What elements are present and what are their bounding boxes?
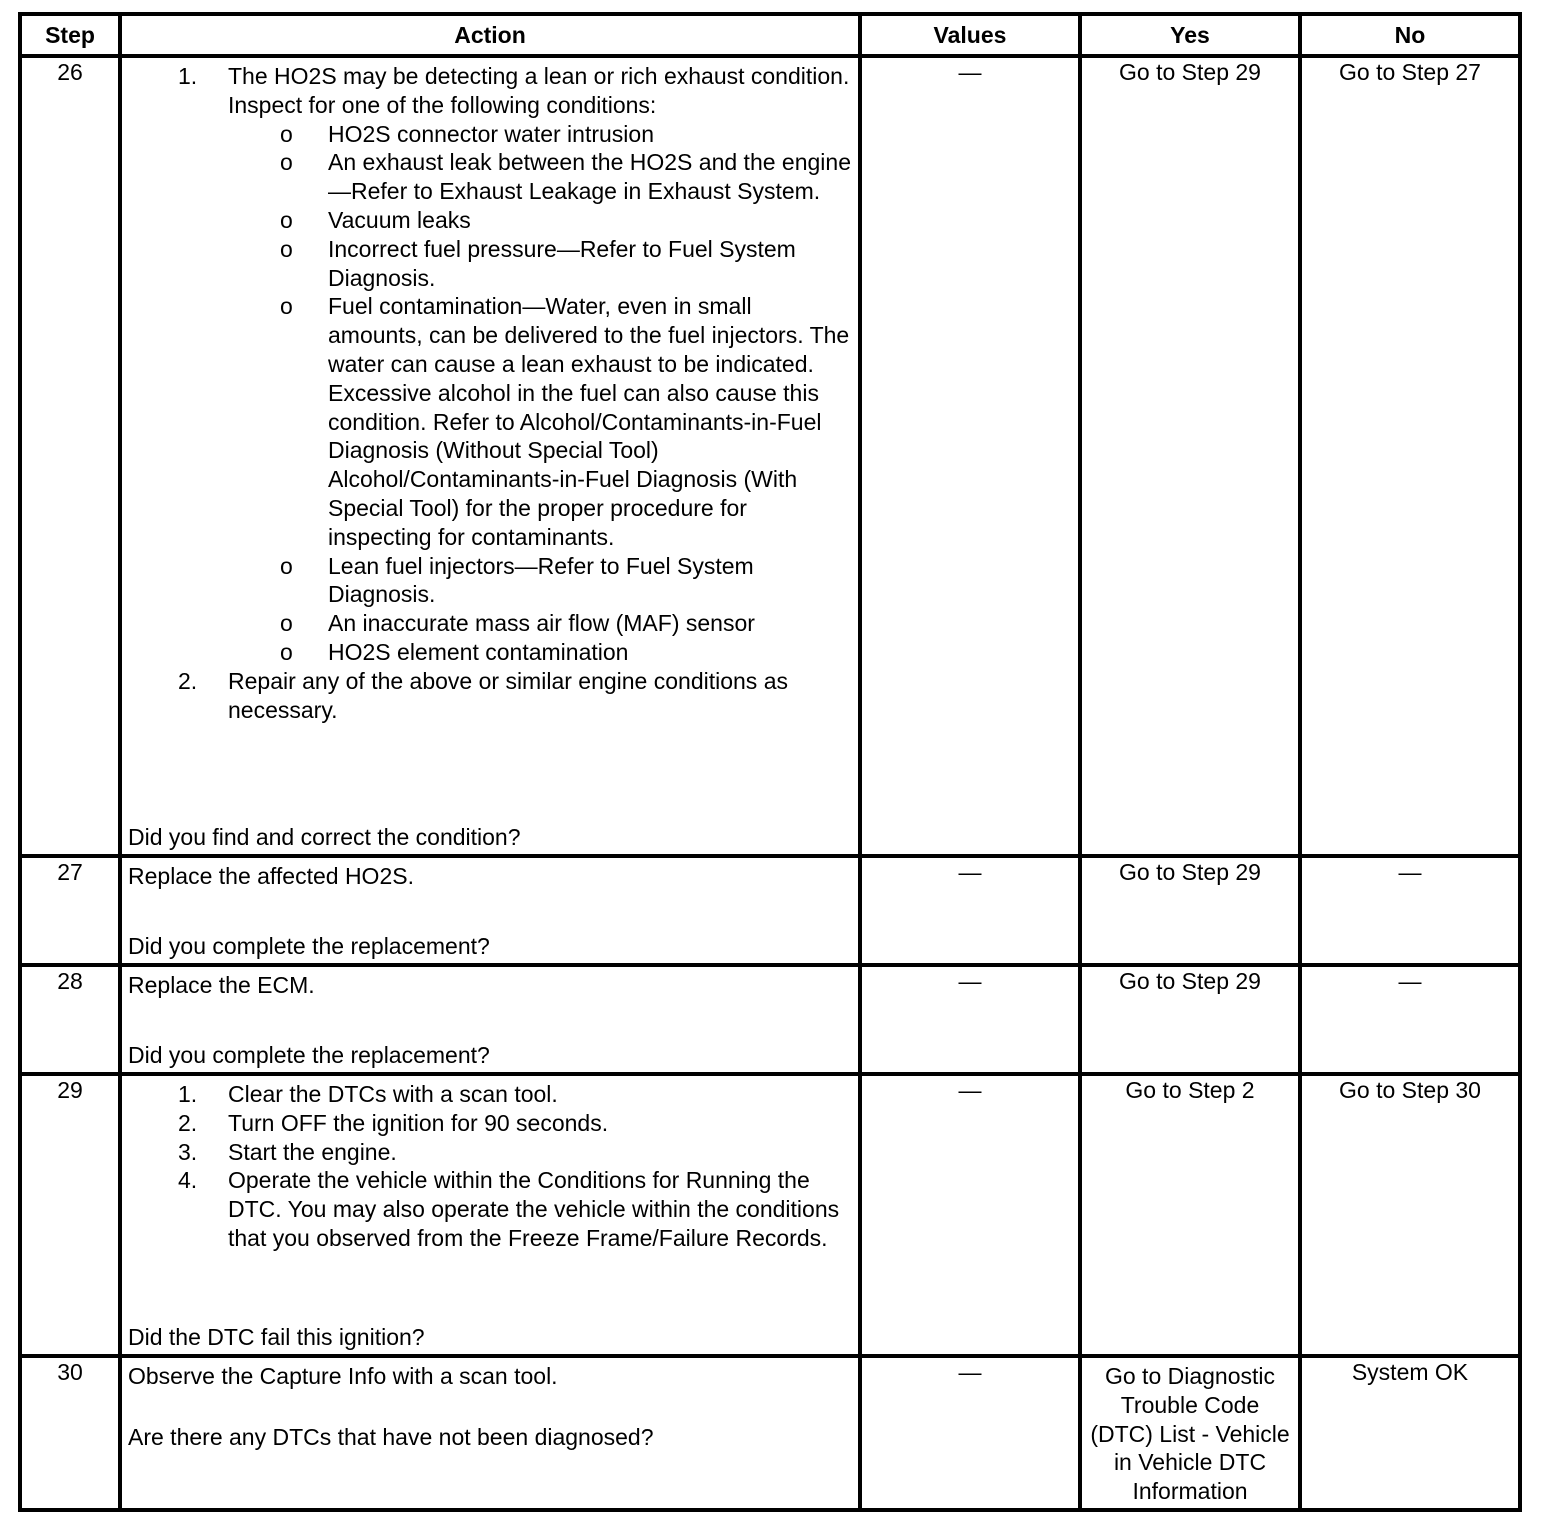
yes-cell: Go to Step 2	[1080, 1074, 1300, 1356]
no-cell: —	[1300, 856, 1520, 965]
step-index: 1.	[178, 1081, 198, 1107]
table-row	[20, 56, 1520, 856]
condition-text: Incorrect fuel pressure—Refer to Fuel System Diagnosis.	[328, 235, 796, 291]
condition-item	[228, 148, 852, 206]
values-cell: —	[860, 965, 1080, 1074]
action-text: Replace the affected HO2S.	[128, 863, 414, 889]
step-index: 4.	[178, 1167, 198, 1194]
action-cell	[120, 965, 860, 1074]
action-cell	[120, 1356, 860, 1510]
header-step: Step	[20, 14, 120, 56]
condition-item	[228, 638, 852, 667]
step-text: Repair any of the above or similar engine conditions as necessary.	[228, 667, 788, 723]
bullet-icon: o	[280, 552, 293, 579]
action-question: Did you complete the replacement?	[128, 933, 490, 960]
step-number: 30	[20, 1356, 120, 1510]
table-row	[20, 856, 1520, 965]
values-cell: —	[860, 1074, 1080, 1356]
action-step	[128, 62, 852, 667]
step-number: 28	[20, 965, 120, 1074]
step-text: The HO2S may be detecting a lean or rich exhaust condition. Inspect for one of the following conditions:	[228, 63, 850, 118]
values-cell: —	[860, 856, 1080, 965]
action-question: Did you find and correct the condition?	[128, 824, 521, 851]
condition-item	[228, 235, 852, 293]
step-index: 2.	[178, 667, 198, 694]
action-steps	[128, 62, 852, 724]
action-step	[128, 1138, 852, 1167]
action-text: Replace the ECM.	[128, 972, 315, 998]
action-step	[128, 667, 852, 725]
values-cell: —	[860, 1356, 1080, 1510]
diagnostic-table	[18, 12, 1522, 1512]
header-values: Values	[860, 14, 1080, 56]
action-question: Did the DTC fail this ignition?	[128, 1324, 425, 1351]
action-content	[122, 58, 858, 752]
action-question: Are there any DTCs that have not been diagnosed?	[128, 1423, 654, 1450]
step-text: Start the engine.	[228, 1138, 397, 1165]
bullet-icon: o	[280, 610, 293, 637]
condition-text: An exhaust leak between the HO2S and the engine—Refer to Exhaust Leakage in Exhaust System.	[328, 149, 851, 205]
action-cell	[120, 56, 860, 856]
yes-cell: Go to Step 29	[1080, 856, 1300, 965]
step-index: 2.	[178, 1109, 198, 1136]
condition-item	[228, 120, 852, 149]
condition-text: HO2S element contamination	[328, 638, 629, 665]
bullet-icon: o	[280, 120, 293, 147]
no-cell: System OK	[1300, 1356, 1520, 1510]
header-action: Action	[120, 14, 860, 56]
yes-link[interactable]: Go to Diagnostic Trouble Code (DTC) List - Vehicle in Vehicle DTC Information	[1090, 1363, 1290, 1505]
condition-item	[228, 609, 852, 638]
step-number: 29	[20, 1074, 120, 1356]
condition-item	[228, 292, 852, 551]
yes-cell: Go to Step 29	[1080, 56, 1300, 856]
no-cell: Go to Step 27	[1300, 56, 1520, 856]
step-index: 1.	[178, 63, 198, 89]
values-cell: —	[860, 56, 1080, 856]
condition-text: Lean fuel injectors—Refer to Fuel System Diagnosis.	[328, 552, 754, 608]
action-question: Did you complete the replacement?	[128, 1042, 490, 1069]
no-cell: —	[1300, 965, 1520, 1074]
action-step	[128, 1080, 852, 1109]
step-text: Turn OFF the ignition for 90 seconds.	[228, 1109, 609, 1136]
condition-list	[228, 120, 852, 667]
action-cell	[120, 1074, 860, 1356]
bullet-icon: o	[280, 149, 293, 176]
condition-text: An inaccurate mass air flow (MAF) sensor	[328, 610, 755, 637]
header-no: No	[1300, 14, 1520, 56]
yes-cell: Go to Step 29	[1080, 965, 1300, 1074]
action-steps	[128, 1080, 852, 1253]
action-step	[128, 1166, 852, 1252]
action-step	[128, 1109, 852, 1138]
action-text: Observe the Capture Info with a scan tool.	[128, 1363, 558, 1389]
no-cell: Go to Step 30	[1300, 1074, 1520, 1356]
bullet-icon: o	[280, 293, 293, 320]
step-number: 27	[20, 856, 120, 965]
table-row	[20, 965, 1520, 1074]
condition-item	[228, 552, 852, 610]
step-index: 3.	[178, 1138, 198, 1165]
action-cell	[120, 856, 860, 965]
action-content	[122, 1076, 858, 1253]
condition-text: HO2S connector water intrusion	[328, 120, 654, 147]
condition-text: Vacuum leaks	[328, 206, 471, 233]
step-text: Operate the vehicle within the Conditions for Running the DTC. You may also operate the vehicle within the conditions that you observed from the Freeze Frame/Failure Records.	[228, 1167, 840, 1251]
yes-cell	[1080, 1356, 1300, 1510]
bullet-icon: o	[280, 638, 293, 665]
bullet-icon: o	[280, 235, 293, 262]
bullet-icon: o	[280, 206, 293, 233]
condition-item	[228, 206, 852, 235]
header-yes: Yes	[1080, 14, 1300, 56]
step-number: 26	[20, 56, 120, 856]
table-row	[20, 1074, 1520, 1356]
header-row	[20, 14, 1520, 56]
condition-text: Fuel contamination—Water, even in small amounts, can be delivered to the fuel injectors. The water can cause a lean exhaust to be indicated. Excessive alcohol in the fuel can also cause this condition. Refer to Alcohol/Contaminants-in-Fuel Diagnosis (Without Special Tool) Alcohol/Contaminants-in-Fuel Diagnosis (With Special Tool) for the proper procedure for inspecting for contaminants.	[328, 293, 850, 550]
step-text: Clear the DTCs with a scan tool.	[228, 1081, 558, 1107]
table-row	[20, 1356, 1520, 1510]
